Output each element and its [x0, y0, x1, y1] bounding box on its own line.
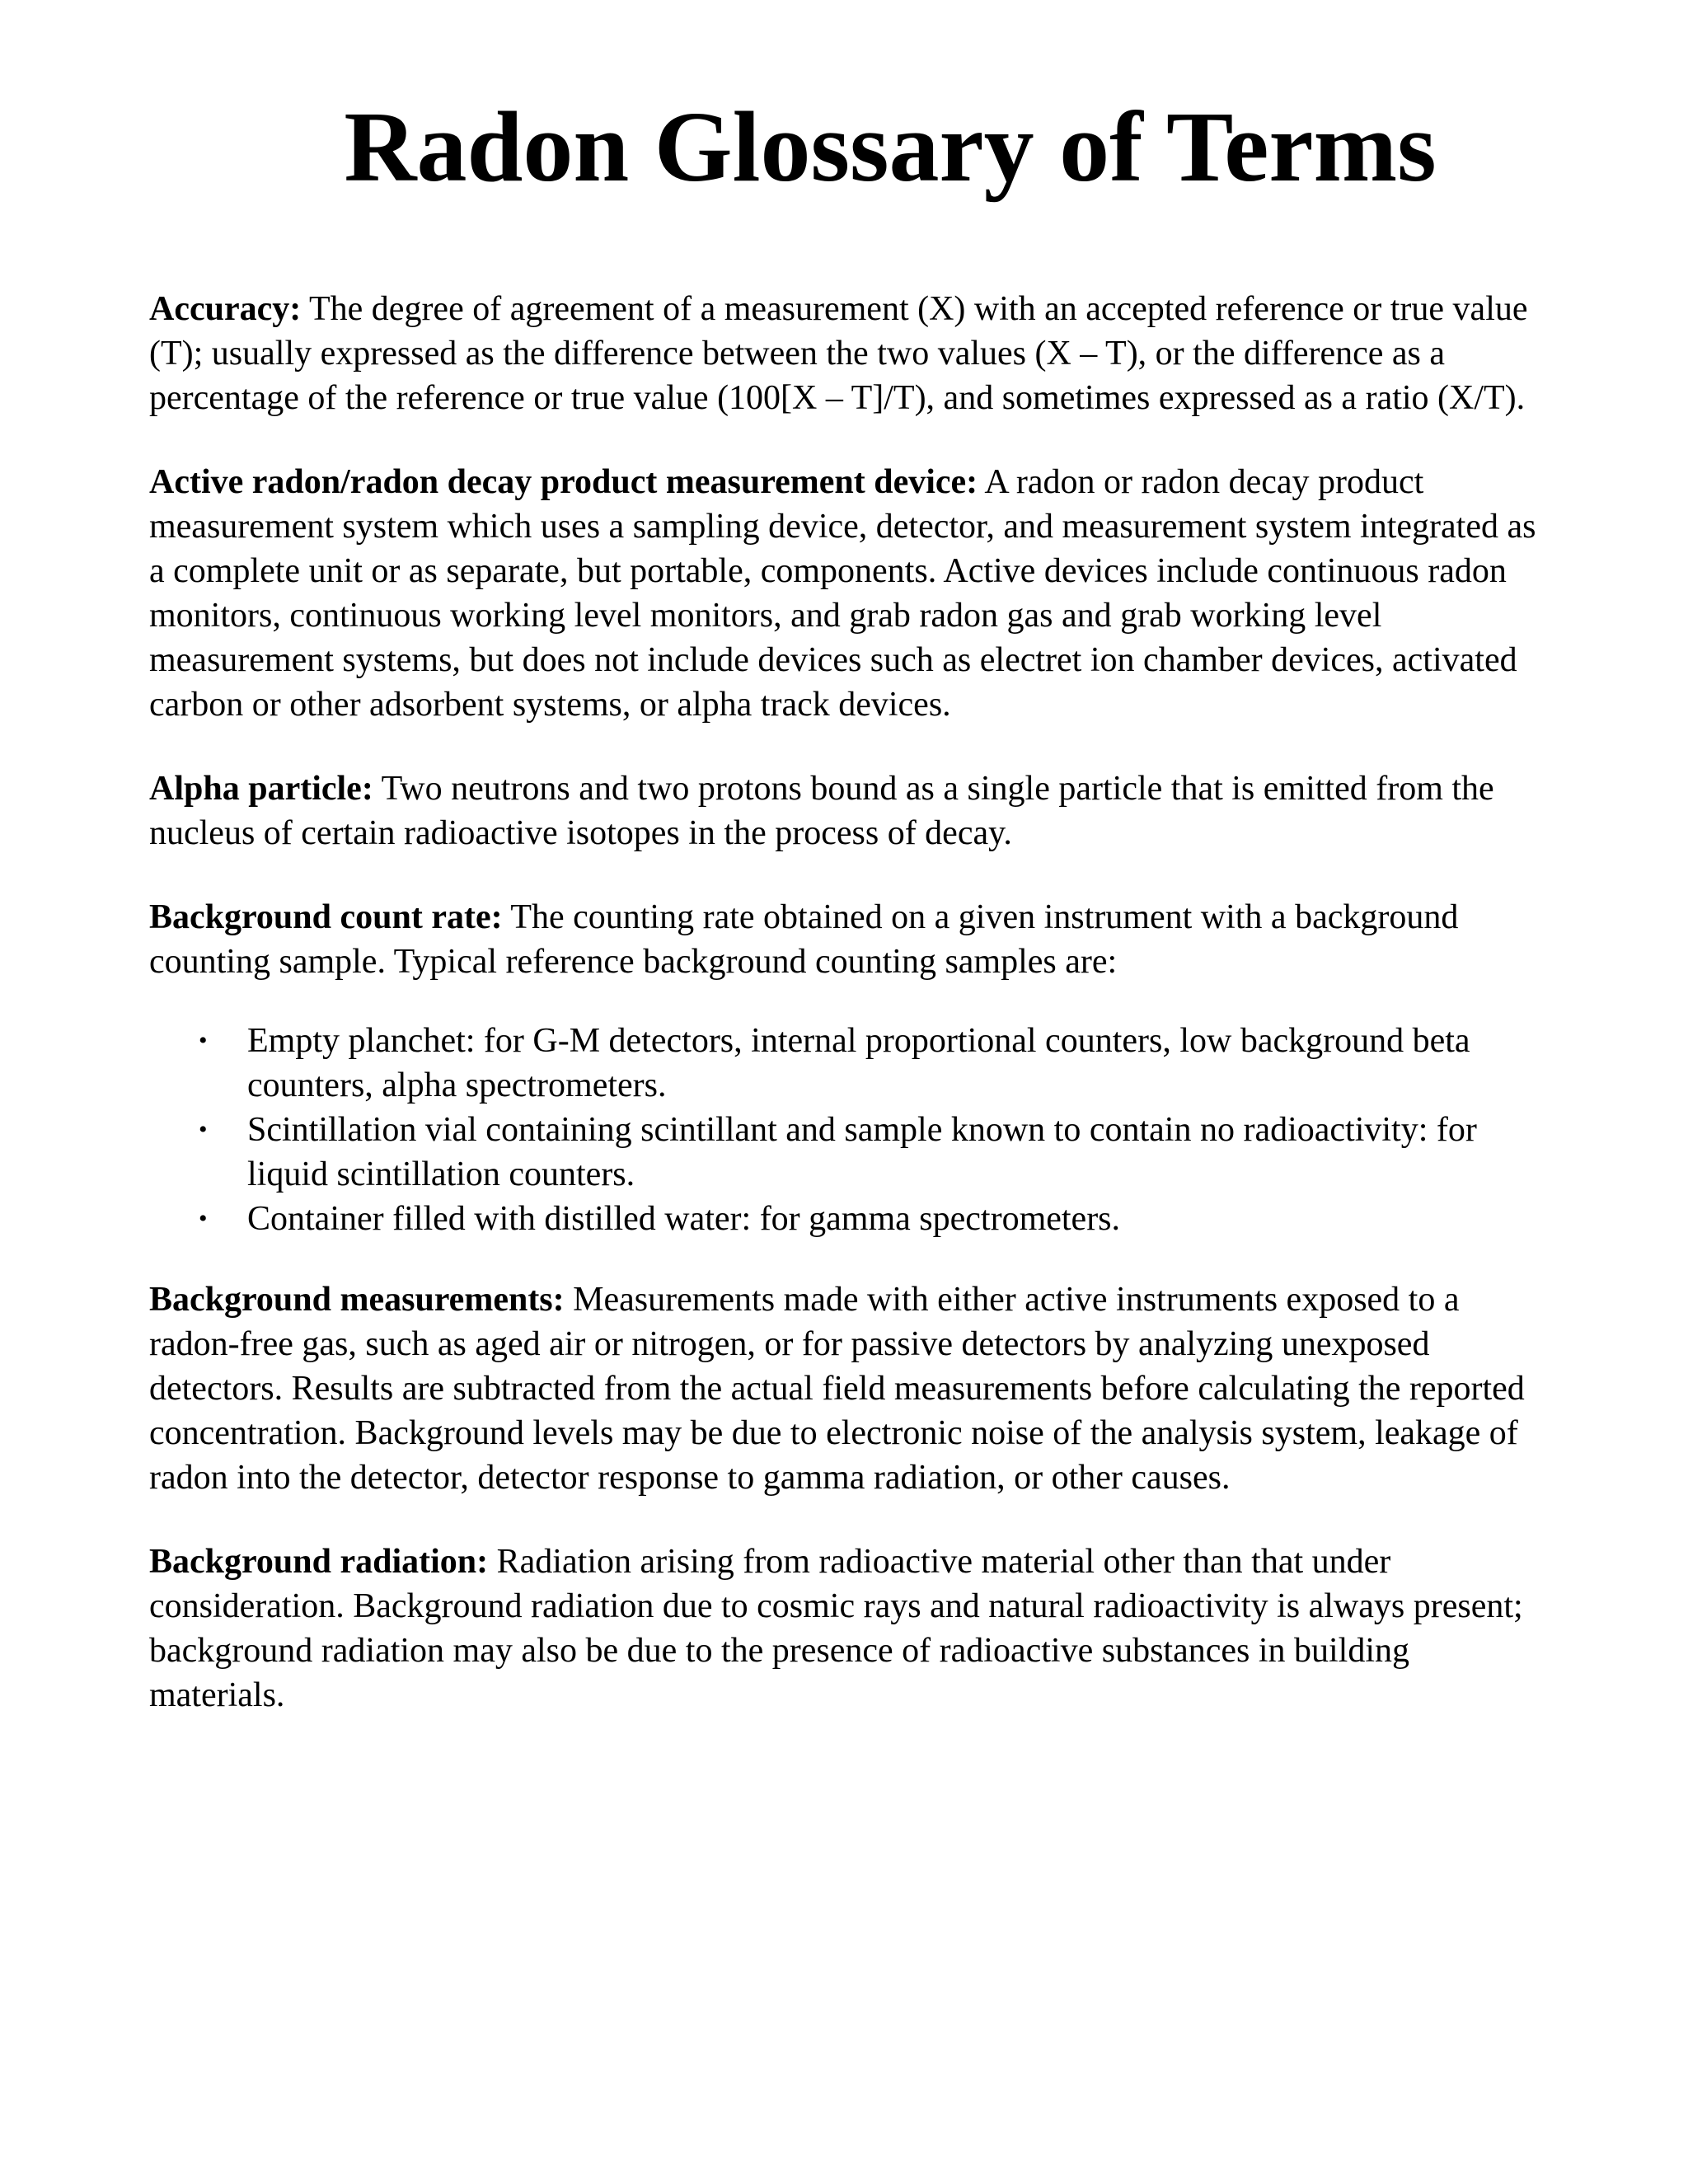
glossary-term: Accuracy: — [149, 290, 302, 328]
glossary-entry-active-device — [149, 460, 1550, 727]
glossary-definition: A radon or radon decay product measurement system which uses a sampling device, detector, and measurement system integrated as a complete unit or as separate, but portable, components. Active devices include continuous radon monitors, continuous working level monitors, and grab radon gas and grab working level measurement systems, but does not include devices such as electret ion chamber devices, activated carbon or other adsorbent systems, or alpha track devices. — [149, 463, 1536, 724]
page-title: Radon Glossary of Terms — [344, 91, 1437, 203]
glossary-entry-alpha-particle — [149, 766, 1550, 855]
glossary-term: Background measurements: — [149, 1281, 565, 1319]
list-item-text: Scintillation vial containing scintillant and sample known to contain no radioactivity: for liquid scintillation counters. — [247, 1111, 1477, 1193]
list-item — [149, 1108, 1550, 1197]
list-item — [149, 1197, 1550, 1241]
glossary-definition: Measurements made with either active instruments exposed to a radon-free gas, such as aged air or nitrogen, or for passive detectors by analyzing unexposed detectors. Results are subtracted from the actual field measurements before calculating the reported concentration. Background levels may be due to electronic noise of the analysis system, leakage of radon into the detector, detector response to gamma radiation, or other causes. — [149, 1281, 1525, 1497]
glossary-entry-accuracy — [149, 287, 1550, 420]
glossary-definition: The degree of agreement of a measurement (X) with an accepted reference or true value (T); usually expressed as the difference between the two values (X – T), or the difference as a percentage of the reference or true value (100[X – T]/T), and sometimes expressed as a ratio (X/T). — [149, 290, 1528, 417]
glossary-definition: Radiation arising from radioactive material other than that under consideration. Background radiation due to cosmic rays and natural radioactivity is always present; background radiation may also be due to the presence of radioactive substances in building materials. — [149, 1543, 1523, 1714]
bullet-icon: • — [199, 1116, 208, 1143]
glossary-definition: Two neutrons and two protons bound as a single particle that is emitted from the nucleus of certain radioactive isotopes in the process of decay. — [149, 770, 1494, 852]
glossary-entry-background-radiation — [149, 1540, 1550, 1718]
glossary-body — [149, 287, 1550, 1757]
bullet-icon: • — [199, 1205, 208, 1232]
list-item — [149, 1019, 1550, 1108]
list-item-text: Container filled with distilled water: for gamma spectrometers. — [247, 1200, 1121, 1238]
glossary-entry-background-count-rate — [149, 895, 1550, 984]
bullet-list — [149, 1019, 1550, 1241]
glossary-definition: The counting rate obtained on a given instrument with a background counting sample. Typical reference background counting samples are: — [149, 898, 1459, 981]
glossary-term: Background count rate: — [149, 898, 503, 936]
glossary-term: Active radon/radon decay product measurement device: — [149, 463, 978, 501]
bullet-icon: • — [199, 1027, 208, 1054]
glossary-entry-background-measurements — [149, 1277, 1550, 1500]
list-item-text: Empty planchet: for G-M detectors, internal proportional counters, low background beta counters, alpha spectrometers. — [247, 1022, 1470, 1104]
glossary-term: Alpha particle: — [149, 770, 373, 808]
glossary-term: Background radiation: — [149, 1543, 489, 1581]
